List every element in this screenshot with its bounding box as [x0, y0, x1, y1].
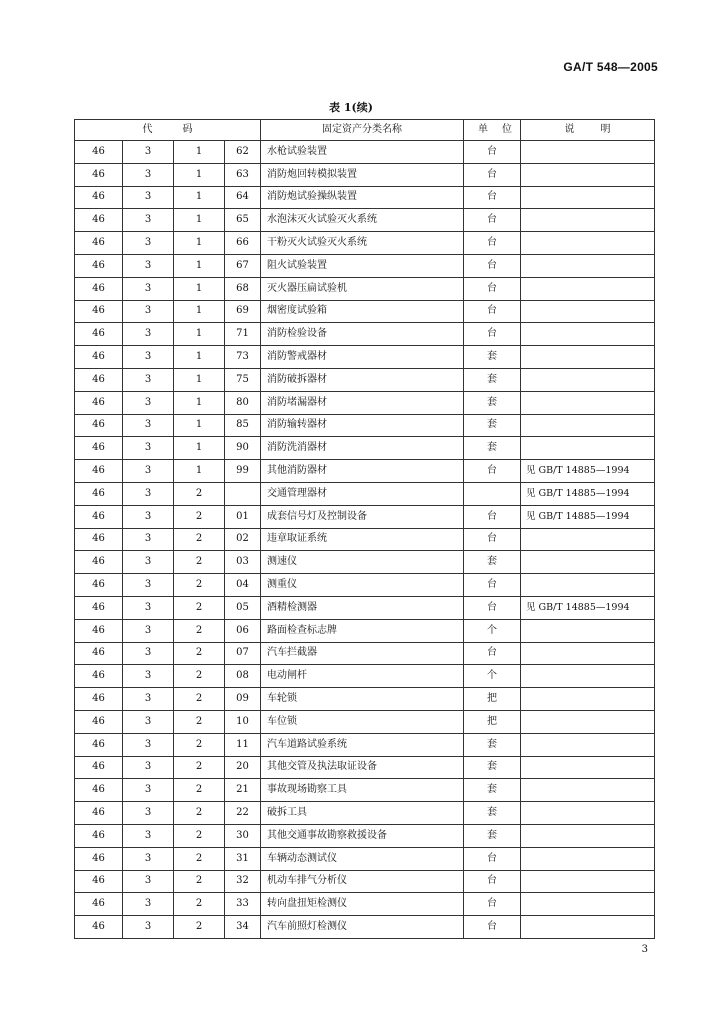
code-minor-cell: 2: [174, 779, 225, 802]
code-minor-cell: 1: [174, 232, 225, 255]
note-cell: [521, 528, 655, 551]
code-mid-cell: 3: [123, 893, 174, 916]
unit-cell: 台: [464, 642, 521, 665]
code-minor-cell: 1: [174, 254, 225, 277]
code-major-cell: 46: [75, 232, 123, 255]
code-major-cell: 46: [75, 574, 123, 597]
code-minor-cell: 2: [174, 870, 225, 893]
asset-name-cell: 其他交通事故勘察救援设备: [261, 824, 464, 847]
code-mid-cell: 3: [123, 460, 174, 483]
note-cell: [521, 186, 655, 209]
code-minor-cell: 1: [174, 346, 225, 369]
code-major-cell: 46: [75, 437, 123, 460]
code-item-cell: 05: [225, 596, 261, 619]
table-body: [75, 141, 655, 939]
asset-name-cell: 车辆动态测试仪: [261, 847, 464, 870]
table-row: [75, 437, 655, 460]
code-minor-cell: 2: [174, 551, 225, 574]
code-major-cell: 46: [75, 596, 123, 619]
note-cell: [521, 391, 655, 414]
code-minor-cell: 1: [174, 323, 225, 346]
code-minor-cell: 1: [174, 414, 225, 437]
code-major-cell: 46: [75, 141, 123, 164]
note-cell: [521, 756, 655, 779]
note-cell: [521, 254, 655, 277]
note-cell: [521, 688, 655, 711]
code-mid-cell: 3: [123, 391, 174, 414]
note-cell: [521, 893, 655, 916]
table-row: [75, 756, 655, 779]
asset-name-cell: 消防炮试验操纵装置: [261, 186, 464, 209]
note-cell: [521, 300, 655, 323]
table-header-row: [75, 120, 655, 141]
code-item-cell: 33: [225, 893, 261, 916]
note-cell: 见 GB/T 14885—1994: [521, 460, 655, 483]
note-cell: [521, 642, 655, 665]
code-minor-cell: 1: [174, 277, 225, 300]
table-row: [75, 277, 655, 300]
code-item-cell: 65: [225, 209, 261, 232]
code-item-cell: 01: [225, 505, 261, 528]
unit-cell: 台: [464, 574, 521, 597]
code-item-cell: 30: [225, 824, 261, 847]
code-major-cell: 46: [75, 368, 123, 391]
table-row: [75, 232, 655, 255]
asset-name-cell: 消防输转器材: [261, 414, 464, 437]
table-row: [75, 779, 655, 802]
asset-name-cell: 电动闸杆: [261, 665, 464, 688]
code-major-cell: 46: [75, 916, 123, 939]
code-mid-cell: 3: [123, 642, 174, 665]
unit-cell: 套: [464, 802, 521, 825]
code-item-cell: 99: [225, 460, 261, 483]
table-row: [75, 596, 655, 619]
asset-name-cell: 事故现场勘察工具: [261, 779, 464, 802]
unit-cell: 台: [464, 528, 521, 551]
note-cell: [521, 209, 655, 232]
table-caption: 表 1(续): [329, 101, 373, 114]
code-item-cell: 08: [225, 665, 261, 688]
note-cell: [521, 779, 655, 802]
code-minor-cell: 2: [174, 733, 225, 756]
asset-name-cell: 消防警戒器材: [261, 346, 464, 369]
code-major-cell: 46: [75, 277, 123, 300]
note-cell: [521, 141, 655, 164]
code-mid-cell: 3: [123, 802, 174, 825]
table-row: [75, 163, 655, 186]
code-major-cell: 46: [75, 505, 123, 528]
header-name: 固定资产分类名称: [261, 120, 464, 141]
note-cell: [521, 323, 655, 346]
code-mid-cell: 3: [123, 482, 174, 505]
note-cell: [521, 665, 655, 688]
table-row: [75, 824, 655, 847]
unit-cell: 把: [464, 710, 521, 733]
code-mid-cell: 3: [123, 756, 174, 779]
code-item-cell: 71: [225, 323, 261, 346]
unit-cell: 台: [464, 847, 521, 870]
code-mid-cell: 3: [123, 163, 174, 186]
unit-cell: 台: [464, 254, 521, 277]
code-minor-cell: 2: [174, 642, 225, 665]
note-cell: 见 GB/T 14885—1994: [521, 596, 655, 619]
code-mid-cell: 3: [123, 870, 174, 893]
code-minor-cell: 1: [174, 186, 225, 209]
code-major-cell: 46: [75, 186, 123, 209]
code-item-cell: 21: [225, 779, 261, 802]
header-code: 代码: [75, 120, 261, 141]
code-minor-cell: 2: [174, 505, 225, 528]
code-mid-cell: 3: [123, 414, 174, 437]
code-minor-cell: 1: [174, 300, 225, 323]
asset-name-cell: 违章取证系统: [261, 528, 464, 551]
unit-cell: 套: [464, 391, 521, 414]
unit-cell: 把: [464, 688, 521, 711]
code-item-cell: 07: [225, 642, 261, 665]
code-major-cell: 46: [75, 756, 123, 779]
unit-cell: 台: [464, 232, 521, 255]
asset-name-cell: 酒精检测器: [261, 596, 464, 619]
note-cell: [521, 733, 655, 756]
note-cell: [521, 802, 655, 825]
code-mid-cell: 3: [123, 346, 174, 369]
table-row: [75, 551, 655, 574]
code-major-cell: 46: [75, 300, 123, 323]
table-row: [75, 870, 655, 893]
code-mid-cell: 3: [123, 847, 174, 870]
unit-cell: 台: [464, 300, 521, 323]
code-major-cell: 46: [75, 824, 123, 847]
table-row: [75, 414, 655, 437]
note-cell: [521, 916, 655, 939]
table-row: [75, 300, 655, 323]
note-cell: 见 GB/T 14885—1994: [521, 482, 655, 505]
asset-name-cell: 汽车道路试验系统: [261, 733, 464, 756]
code-minor-cell: 2: [174, 824, 225, 847]
code-minor-cell: 2: [174, 688, 225, 711]
table-row: [75, 323, 655, 346]
table-row: [75, 916, 655, 939]
asset-name-cell: 破拆工具: [261, 802, 464, 825]
code-major-cell: 46: [75, 323, 123, 346]
code-major-cell: 46: [75, 619, 123, 642]
note-cell: [521, 619, 655, 642]
note-cell: 见 GB/T 14885—1994: [521, 505, 655, 528]
table-row: [75, 460, 655, 483]
asset-name-cell: 车位锁: [261, 710, 464, 733]
unit-cell: 个: [464, 619, 521, 642]
asset-name-cell: 灭火器压扁试验机: [261, 277, 464, 300]
code-item-cell: 02: [225, 528, 261, 551]
code-major-cell: 46: [75, 254, 123, 277]
standard-code: GA/T 548—2005: [563, 60, 658, 74]
code-mid-cell: 3: [123, 232, 174, 255]
unit-cell: 台: [464, 893, 521, 916]
code-item-cell: 73: [225, 346, 261, 369]
note-cell: [521, 710, 655, 733]
code-item-cell: 10: [225, 710, 261, 733]
code-minor-cell: 2: [174, 665, 225, 688]
asset-name-cell: 干粉灭火试验灭火系统: [261, 232, 464, 255]
code-minor-cell: 2: [174, 802, 225, 825]
note-cell: [521, 437, 655, 460]
asset-name-cell: 交通管理器材: [261, 482, 464, 505]
code-mid-cell: 3: [123, 277, 174, 300]
code-mid-cell: 3: [123, 733, 174, 756]
asset-name-cell: 测速仪: [261, 551, 464, 574]
code-minor-cell: 2: [174, 574, 225, 597]
code-major-cell: 46: [75, 665, 123, 688]
code-major-cell: 46: [75, 414, 123, 437]
code-mid-cell: 3: [123, 505, 174, 528]
code-minor-cell: 2: [174, 847, 225, 870]
table-row: [75, 893, 655, 916]
unit-cell: 套: [464, 756, 521, 779]
code-major-cell: 46: [75, 847, 123, 870]
note-cell: [521, 368, 655, 391]
table-row: [75, 186, 655, 209]
asset-name-cell: 汽车拦截器: [261, 642, 464, 665]
note-cell: [521, 232, 655, 255]
asset-name-cell: 水泡沫灭火试验灭火系统: [261, 209, 464, 232]
asset-name-cell: 测重仪: [261, 574, 464, 597]
code-minor-cell: 2: [174, 482, 225, 505]
unit-cell: 套: [464, 779, 521, 802]
table-row: [75, 802, 655, 825]
unit-cell: 台: [464, 141, 521, 164]
code-item-cell: 06: [225, 619, 261, 642]
unit-cell: [464, 482, 521, 505]
table-row: [75, 209, 655, 232]
code-item-cell: 68: [225, 277, 261, 300]
note-cell: [521, 824, 655, 847]
asset-name-cell: 转向盘扭矩检测仪: [261, 893, 464, 916]
code-item-cell: 31: [225, 847, 261, 870]
asset-name-cell: 机动车排气分析仪: [261, 870, 464, 893]
code-mid-cell: 3: [123, 688, 174, 711]
asset-name-cell: 消防破拆器材: [261, 368, 464, 391]
code-major-cell: 46: [75, 346, 123, 369]
code-minor-cell: 1: [174, 437, 225, 460]
note-cell: [521, 414, 655, 437]
code-item-cell: [225, 482, 261, 505]
asset-name-cell: 汽车前照灯检测仪: [261, 916, 464, 939]
code-major-cell: 46: [75, 710, 123, 733]
table-row: [75, 254, 655, 277]
unit-cell: 套: [464, 824, 521, 847]
unit-cell: 台: [464, 505, 521, 528]
code-item-cell: 64: [225, 186, 261, 209]
code-mid-cell: 3: [123, 824, 174, 847]
code-item-cell: 04: [225, 574, 261, 597]
header-unit: 单位: [464, 120, 521, 141]
note-cell: [521, 163, 655, 186]
code-item-cell: 66: [225, 232, 261, 255]
code-major-cell: 46: [75, 391, 123, 414]
code-major-cell: 46: [75, 209, 123, 232]
unit-cell: 个: [464, 665, 521, 688]
code-mid-cell: 3: [123, 323, 174, 346]
table-row: [75, 665, 655, 688]
code-item-cell: 20: [225, 756, 261, 779]
asset-name-cell: 成套信号灯及控制设备: [261, 505, 464, 528]
code-major-cell: 46: [75, 551, 123, 574]
asset-name-cell: 消防检验设备: [261, 323, 464, 346]
code-mid-cell: 3: [123, 209, 174, 232]
asset-name-cell: 车轮锁: [261, 688, 464, 711]
asset-name-cell: 其他消防器材: [261, 460, 464, 483]
note-cell: [521, 847, 655, 870]
code-item-cell: 63: [225, 163, 261, 186]
code-mid-cell: 3: [123, 710, 174, 733]
code-minor-cell: 2: [174, 756, 225, 779]
table-row: [75, 346, 655, 369]
unit-cell: 套: [464, 733, 521, 756]
code-mid-cell: 3: [123, 300, 174, 323]
code-item-cell: 03: [225, 551, 261, 574]
unit-cell: 套: [464, 414, 521, 437]
code-major-cell: 46: [75, 528, 123, 551]
code-minor-cell: 2: [174, 710, 225, 733]
unit-cell: 套: [464, 368, 521, 391]
code-minor-cell: 1: [174, 209, 225, 232]
code-minor-cell: 1: [174, 460, 225, 483]
code-minor-cell: 2: [174, 893, 225, 916]
table-row: [75, 505, 655, 528]
asset-name-cell: 路面检查标志牌: [261, 619, 464, 642]
asset-name-cell: 烟密度试验箱: [261, 300, 464, 323]
code-minor-cell: 2: [174, 528, 225, 551]
code-mid-cell: 3: [123, 528, 174, 551]
unit-cell: 台: [464, 277, 521, 300]
table-row: [75, 574, 655, 597]
code-minor-cell: 1: [174, 163, 225, 186]
unit-cell: 台: [464, 596, 521, 619]
unit-cell: 台: [464, 163, 521, 186]
note-cell: [521, 574, 655, 597]
code-minor-cell: 1: [174, 391, 225, 414]
code-minor-cell: 2: [174, 596, 225, 619]
code-minor-cell: 1: [174, 368, 225, 391]
code-item-cell: 75: [225, 368, 261, 391]
unit-cell: 台: [464, 460, 521, 483]
code-major-cell: 46: [75, 733, 123, 756]
header-note: 说明: [521, 120, 655, 141]
code-major-cell: 46: [75, 482, 123, 505]
asset-classification-table: [74, 119, 655, 939]
code-major-cell: 46: [75, 460, 123, 483]
note-cell: [521, 346, 655, 369]
code-mid-cell: 3: [123, 779, 174, 802]
table-row: [75, 733, 655, 756]
asset-name-cell: 消防炮回转模拟装置: [261, 163, 464, 186]
code-item-cell: 32: [225, 870, 261, 893]
code-item-cell: 22: [225, 802, 261, 825]
asset-name-cell: 水枪试验装置: [261, 141, 464, 164]
code-minor-cell: 2: [174, 916, 225, 939]
code-item-cell: 09: [225, 688, 261, 711]
code-major-cell: 46: [75, 802, 123, 825]
code-item-cell: 80: [225, 391, 261, 414]
code-mid-cell: 3: [123, 551, 174, 574]
table-row: [75, 642, 655, 665]
code-major-cell: 46: [75, 893, 123, 916]
code-major-cell: 46: [75, 779, 123, 802]
code-mid-cell: 3: [123, 368, 174, 391]
code-item-cell: 85: [225, 414, 261, 437]
code-mid-cell: 3: [123, 186, 174, 209]
unit-cell: 台: [464, 323, 521, 346]
table-row: [75, 482, 655, 505]
table-row: [75, 528, 655, 551]
code-mid-cell: 3: [123, 916, 174, 939]
table-row: [75, 710, 655, 733]
code-mid-cell: 3: [123, 437, 174, 460]
table-row: [75, 847, 655, 870]
code-item-cell: 67: [225, 254, 261, 277]
unit-cell: 台: [464, 916, 521, 939]
unit-cell: 套: [464, 346, 521, 369]
table-row: [75, 141, 655, 164]
table-row: [75, 619, 655, 642]
asset-name-cell: 阻火试验装置: [261, 254, 464, 277]
table-row: [75, 391, 655, 414]
asset-name-cell: 其他交管及执法取证设备: [261, 756, 464, 779]
code-mid-cell: 3: [123, 254, 174, 277]
page-number: 3: [641, 944, 648, 955]
code-item-cell: 69: [225, 300, 261, 323]
code-major-cell: 46: [75, 870, 123, 893]
unit-cell: 台: [464, 870, 521, 893]
asset-name-cell: 消防洗消器材: [261, 437, 464, 460]
code-major-cell: 46: [75, 642, 123, 665]
unit-cell: 台: [464, 209, 521, 232]
asset-name-cell: 消防堵漏器材: [261, 391, 464, 414]
table-row: [75, 368, 655, 391]
code-item-cell: 62: [225, 141, 261, 164]
note-cell: [521, 551, 655, 574]
code-minor-cell: 1: [174, 141, 225, 164]
note-cell: [521, 277, 655, 300]
code-mid-cell: 3: [123, 574, 174, 597]
code-mid-cell: 3: [123, 141, 174, 164]
unit-cell: 套: [464, 437, 521, 460]
note-cell: [521, 870, 655, 893]
code-item-cell: 34: [225, 916, 261, 939]
code-item-cell: 90: [225, 437, 261, 460]
unit-cell: 台: [464, 186, 521, 209]
code-mid-cell: 3: [123, 619, 174, 642]
unit-cell: 套: [464, 551, 521, 574]
code-minor-cell: 2: [174, 619, 225, 642]
table-row: [75, 688, 655, 711]
code-mid-cell: 3: [123, 596, 174, 619]
code-mid-cell: 3: [123, 665, 174, 688]
code-item-cell: 11: [225, 733, 261, 756]
code-major-cell: 46: [75, 163, 123, 186]
code-major-cell: 46: [75, 688, 123, 711]
